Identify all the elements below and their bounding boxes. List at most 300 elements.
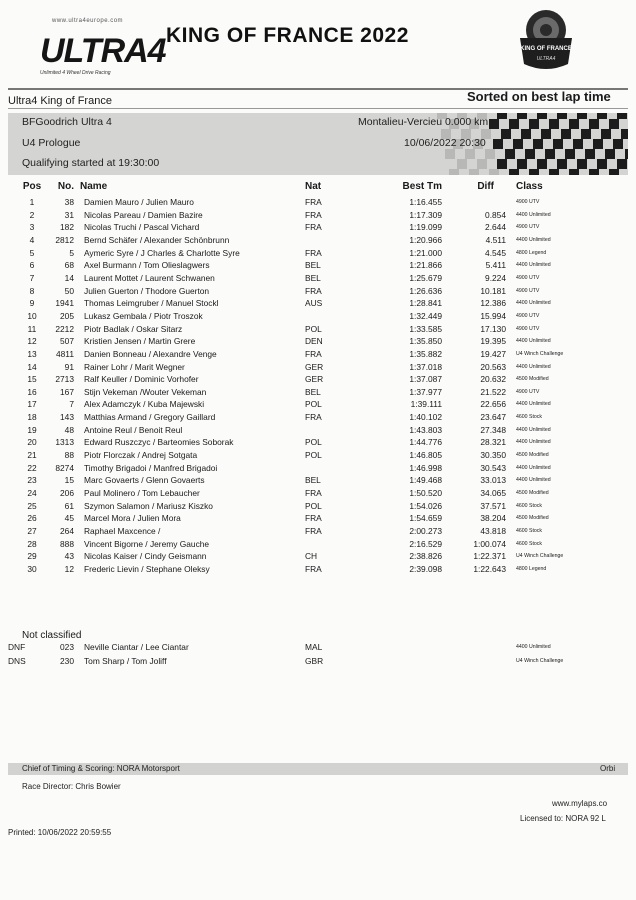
result-number: 50 [64, 285, 74, 296]
result-name: Bernd Schäfer / Alexander Schönbrunn [84, 234, 230, 245]
checker-square [497, 113, 507, 119]
col-best: Best Tm [402, 181, 442, 192]
table-row [0, 488, 636, 500]
checker-square [529, 169, 539, 175]
checker-square [501, 129, 511, 139]
result-pos: 24 [27, 487, 37, 498]
result-nat: GER [305, 374, 324, 385]
result-class: 4400 Unlimited [516, 363, 551, 370]
table-row [0, 260, 636, 272]
result-number: 7 [69, 399, 74, 410]
session-name: U4 Prologue [22, 137, 81, 149]
table-row [0, 463, 636, 475]
result-class: 4900 UTV [516, 325, 540, 332]
checker-square [601, 129, 611, 139]
result-pos: 7 [29, 272, 35, 283]
result-diff: 30.350 [480, 450, 506, 460]
result-best-time: 1:19.099 [409, 222, 442, 233]
result-number: 38 [64, 197, 74, 207]
table-row [0, 197, 636, 209]
result-class: 4900 UTV [516, 199, 540, 205]
table-row [0, 437, 636, 449]
checker-square [553, 139, 563, 149]
table-row [0, 273, 636, 285]
result-class: 4900 UTV [516, 224, 540, 231]
checker-square [565, 149, 575, 159]
checker-square [605, 149, 615, 159]
result-number: 5 [69, 247, 74, 258]
checker-square [457, 159, 467, 169]
result-pos: 4 [29, 234, 35, 245]
checker-square [569, 119, 579, 129]
result-name: Nicolas Truchi / Pascal Vichard [84, 222, 200, 233]
result-best-time: 1:40.102 [409, 412, 442, 423]
table-row [0, 475, 636, 487]
table-row [0, 374, 636, 386]
race-director: Race Director: Chris Bowier [22, 782, 121, 791]
result-name: Kristien Jensen / Martin Grere [84, 336, 196, 347]
result-name: Raphael Maxcence / [84, 525, 161, 536]
result-best-time: 1:33.585 [409, 323, 442, 334]
checker-square [489, 169, 499, 175]
result-diff: 19.395 [480, 336, 506, 347]
result-pos: 18 [27, 412, 37, 423]
result-number: 2713 [55, 374, 74, 385]
orbit-label: Orbi [600, 764, 616, 773]
table-row [0, 235, 636, 247]
result-name: Rainer Lohr / Marit Wegner [84, 361, 185, 372]
badge-title: KING OF FRANCE [520, 46, 572, 52]
result-class: 4900 UTV [516, 388, 540, 395]
result-diff: 1:00.074 [473, 538, 506, 549]
result-diff: 9.224 [485, 272, 506, 283]
result-name: Marcel Mora / Julien Mora [84, 513, 181, 524]
result-name: Nicolas Pareau / Damien Bazire [84, 209, 203, 220]
result-pos: 12 [27, 336, 37, 347]
result-name: Alex Adamczyk / Kuba Majewski [84, 399, 205, 410]
result-number: 43 [64, 551, 74, 562]
checker-square [581, 129, 591, 139]
result-name: Matthias Armand / Gregory Gaillard [84, 412, 216, 423]
result-class: 4900 UTV [516, 274, 540, 281]
result-number: 888 [60, 538, 74, 549]
timing-chief: Chief of Timing & Scoring: NORA Motorsport [22, 764, 180, 773]
result-nat: FRA [305, 563, 322, 574]
col-diff: Diff [477, 181, 494, 192]
result-name: Piotr Badlak / Oskar Sitarz [84, 323, 183, 334]
result-nat: DEN [305, 336, 323, 347]
result-nat: BEL [305, 260, 321, 271]
result-number: 14 [64, 272, 74, 283]
result-diff: 34.065 [480, 487, 506, 498]
result-class: 4400 Unlimited [516, 338, 551, 345]
result-diff: 38.204 [480, 513, 506, 524]
result-diff: 27.348 [480, 424, 506, 435]
result-best-time: 2:16.529 [409, 538, 442, 549]
result-name: Laurent Mottet / Laurent Schwanen [84, 272, 215, 283]
result-class: 4400 Unlimited [516, 426, 551, 433]
result-number: 1313 [55, 437, 74, 448]
checker-square [469, 169, 479, 175]
result-pos: 1 [29, 197, 35, 207]
result-best-time: 2:00.273 [409, 525, 442, 536]
table-row [0, 539, 636, 551]
result-number: 8274 [55, 462, 74, 473]
checker-square [597, 113, 607, 119]
checker-square [513, 139, 523, 149]
result-name: Antoine Reul / Benoit Reul [84, 424, 183, 435]
result-pos: 29 [27, 551, 37, 562]
nc-number: 023 [60, 642, 74, 652]
result-number: 88 [64, 450, 74, 460]
result-nat: FRA [305, 513, 322, 524]
table-row [0, 210, 636, 222]
result-pos: 30 [27, 563, 37, 574]
checker-square [533, 139, 543, 149]
table-row [0, 222, 636, 234]
result-diff: 4.545 [485, 247, 506, 258]
result-class: 4600 Stock [516, 527, 542, 534]
result-number: 12 [64, 563, 74, 574]
result-class: U4 Winch Challenge [516, 350, 564, 357]
result-number: 2812 [55, 234, 74, 245]
result-number: 48 [64, 424, 74, 435]
result-best-time: 1:16.455 [409, 197, 442, 207]
table-row [0, 362, 636, 374]
result-name: Axel Burmann / Tom Olieslagwers [84, 260, 210, 271]
nc-number: 230 [60, 656, 74, 666]
result-pos: 13 [27, 348, 37, 359]
result-best-time: 1:43.803 [409, 424, 442, 435]
result-best-time: 1:32.449 [409, 310, 442, 321]
result-best-time: 1:17.309 [409, 209, 442, 220]
result-diff: 15.994 [480, 310, 506, 321]
col-nat: Nat [305, 181, 322, 192]
track-location: Montalieu-Vercieu 0.000 km [358, 116, 489, 128]
result-diff: 30.543 [480, 462, 506, 473]
result-number: 15 [64, 475, 74, 486]
result-class: 4500 Modified [516, 376, 549, 383]
result-best-time: 1:21.000 [409, 247, 442, 258]
result-name: Nicolas Kaiser / Cindy Geismann [84, 551, 207, 562]
result-name: Ralf Keuller / Dominic Vorhofer [84, 374, 199, 385]
result-best-time: 1:54.026 [409, 500, 442, 511]
table-row [0, 642, 636, 654]
table-row [0, 399, 636, 411]
result-best-time: 1:46.805 [409, 450, 442, 460]
result-best-time: 1:20.966 [409, 234, 442, 245]
result-number: 31 [64, 209, 74, 220]
checker-square [509, 169, 519, 175]
checker-square [573, 139, 583, 149]
result-pos: 22 [27, 462, 37, 473]
checker-square [577, 113, 587, 119]
checker-square [525, 149, 535, 159]
table-row [0, 248, 636, 260]
result-class: 4400 Unlimited [516, 300, 551, 307]
result-diff: 20.632 [480, 374, 506, 385]
result-number: 68 [64, 260, 74, 271]
nc-class: 4400 Unlimited [516, 644, 551, 650]
checker-square [593, 139, 603, 149]
result-pos: 6 [29, 260, 35, 271]
result-best-time: 1:46.998 [409, 462, 442, 473]
result-best-time: 1:49.468 [409, 475, 442, 486]
result-class: 4800 Legend [516, 565, 547, 572]
table-row [0, 324, 636, 336]
result-nat: FRA [305, 412, 322, 423]
checker-square [537, 159, 547, 169]
result-class: 4400 Unlimited [516, 211, 551, 218]
nc-name: Neville Ciantar / Lee Ciantar [84, 642, 189, 652]
result-best-time: 1:54.659 [409, 513, 442, 524]
result-pos: 17 [27, 399, 37, 410]
result-number: 2212 [55, 323, 74, 334]
result-pos: 5 [29, 247, 35, 258]
checker-square [509, 119, 519, 129]
result-name: Stijn Vekeman /Wouter Vekeman [84, 386, 207, 397]
result-class: 4900 UTV [516, 312, 540, 319]
result-class: 4600 Stock [516, 414, 542, 421]
result-diff: 0.854 [485, 209, 506, 220]
king-of-france-badge [506, 8, 586, 72]
result-name: Danien Bonneau / Alexandre Venge [84, 348, 217, 359]
result-class: 4400 Unlimited [516, 236, 551, 243]
checker-square [589, 119, 599, 129]
result-name: Julien Guerton / Thodore Guerton [84, 285, 210, 296]
result-pos: 3 [29, 222, 35, 233]
result-diff: 20.563 [480, 361, 506, 372]
result-pos: 9 [29, 298, 35, 309]
table-row [0, 564, 636, 576]
printed-timestamp: Printed: 10/06/2022 20:59:55 [8, 828, 112, 837]
result-number: 507 [60, 336, 74, 347]
result-nat: POL [305, 323, 322, 334]
result-pos: 15 [27, 374, 37, 385]
result-nat: FRA [305, 487, 322, 498]
result-nat: GER [305, 361, 324, 372]
table-row [0, 336, 636, 348]
result-pos: 8 [29, 285, 35, 296]
table-row [0, 425, 636, 437]
checker-square [617, 113, 627, 119]
result-pos: 21 [27, 450, 37, 460]
result-best-time: 1:35.850 [409, 336, 442, 347]
checker-square [557, 113, 567, 119]
result-number: 91 [64, 361, 74, 372]
checker-square [609, 119, 619, 129]
result-best-time: 2:39.098 [409, 563, 442, 574]
result-nat: FRA [305, 222, 322, 233]
nc-class: U4 Winch Challenge [516, 658, 564, 664]
checker-square [589, 169, 599, 175]
result-nat: CH [305, 551, 318, 562]
result-diff: 10.181 [480, 285, 506, 296]
result-nat: FRA [305, 525, 322, 536]
logo-url: www.ultra4europe.com [52, 18, 124, 24]
result-diff: 21.522 [480, 386, 506, 397]
result-diff: 28.321 [480, 437, 506, 448]
result-nat: POL [305, 450, 322, 460]
checker-square [585, 149, 595, 159]
result-class: 4400 Unlimited [516, 464, 551, 471]
not-classified-title: Not classified [22, 630, 82, 641]
result-diff: 23.647 [480, 412, 506, 423]
result-diff: 19.427 [480, 348, 506, 359]
result-name: Thomas Leimgruber / Manuel Stockl [84, 298, 219, 309]
result-pos: 16 [27, 386, 37, 397]
result-name: Frederic Lievin / Stephane Oleksy [84, 563, 210, 574]
result-class: 4400 Unlimited [516, 401, 551, 408]
results-header [0, 181, 636, 195]
checker-square [529, 119, 539, 129]
result-pos: 25 [27, 500, 37, 511]
ultra4-logo [38, 18, 166, 76]
result-nat: POL [305, 500, 322, 511]
col-name: Name [80, 181, 108, 192]
result-name: Paul Molinero / Tom Lebaucher [84, 487, 200, 498]
result-best-time: 1:25.679 [409, 272, 442, 283]
result-nat: POL [305, 399, 322, 410]
result-nat: AUS [305, 298, 323, 309]
result-number: 205 [60, 310, 74, 321]
checker-square [445, 149, 455, 159]
checker-square [537, 113, 547, 119]
checker-square [613, 139, 623, 149]
nc-name: Tom Sharp / Tom Joliff [84, 656, 167, 666]
checker-square [505, 149, 515, 159]
result-diff: 33.013 [480, 475, 506, 486]
logo-tagline: Unlimited 4 Wheel Drive Racing [40, 70, 111, 76]
divider [8, 108, 628, 109]
result-nat: FRA [305, 209, 322, 220]
result-name: Marc Govaerts / Glenn Govaerts [84, 475, 205, 486]
badge-sub: ULTRA4 [536, 56, 556, 62]
checker-square [617, 159, 627, 169]
result-diff: 2.644 [485, 222, 506, 233]
result-class: 4400 Unlimited [516, 477, 551, 484]
checker-square [549, 119, 559, 129]
result-pos: 20 [27, 437, 37, 448]
result-pos: 10 [27, 310, 37, 321]
result-nat: BEL [305, 272, 321, 283]
checker-square [577, 159, 587, 169]
result-pos: 26 [27, 513, 37, 524]
nc-nat: MAL [305, 642, 323, 652]
table-row [0, 501, 636, 513]
result-diff: 43.818 [480, 525, 506, 536]
result-nat: BEL [305, 386, 321, 397]
result-pos: 27 [27, 525, 37, 536]
result-number: 264 [60, 525, 74, 536]
checker-square [625, 149, 628, 159]
result-class: 4800 Legend [516, 249, 547, 256]
result-name: Szymon Salamon / Mariusz Kiszko [84, 500, 213, 511]
col-no: No. [57, 181, 74, 192]
result-nat: FRA [305, 247, 322, 258]
checker-square [521, 129, 531, 139]
result-pos: 28 [27, 538, 37, 549]
event-title: KING OF FRANCE 2022 [166, 24, 409, 47]
result-name: Aymeric Syre / J Charles & Charlotte Syre [84, 247, 240, 258]
checker-square [545, 149, 555, 159]
result-class: 4500 Modified [516, 489, 549, 496]
result-class: 4500 Modified [516, 452, 549, 458]
checker-square [517, 159, 527, 169]
nc-nat: GBR [305, 656, 324, 666]
result-best-time: 2:38.826 [409, 551, 442, 562]
result-nat: FRA [305, 348, 322, 359]
result-class: 4600 Stock [516, 540, 542, 547]
result-diff: 1:22.371 [473, 551, 506, 562]
result-number: 4811 [55, 348, 74, 359]
result-class: 4900 UTV [516, 287, 540, 294]
checker-square [517, 113, 527, 119]
result-class: 4500 Modified [516, 515, 549, 522]
license-info: Licensed to: NORA 92 L [520, 814, 606, 823]
result-name: Timothy Brigadoi / Manfred Brigadoi [84, 462, 218, 473]
result-nat: FRA [305, 285, 322, 296]
checker-square [561, 129, 571, 139]
result-name: Edward Ruszczyc / Barteomies Soborak [84, 437, 234, 448]
result-best-time: 1:21.866 [409, 260, 442, 271]
table-row [0, 349, 636, 361]
table-row [0, 286, 636, 298]
series-name: BFGoodrich Ultra 4 [22, 116, 112, 128]
table-row [0, 298, 636, 310]
result-number: 143 [60, 412, 74, 423]
sort-label: Sorted on best lap time [467, 89, 611, 104]
result-name: Damien Mauro / Julien Mauro [84, 197, 194, 207]
checker-square [497, 159, 507, 169]
result-diff: 4.511 [485, 234, 506, 245]
checker-square [621, 129, 628, 139]
checker-square [549, 169, 559, 175]
checker-square [557, 159, 567, 169]
checker-square [485, 149, 495, 159]
col-pos: Pos [22, 181, 42, 192]
table-row [0, 526, 636, 538]
result-best-time: 1:28.841 [409, 298, 442, 309]
result-number: 206 [60, 487, 74, 498]
result-nat: FRA [305, 197, 322, 207]
result-diff: 22.656 [480, 399, 506, 410]
nc-status: DNF [8, 642, 26, 652]
result-pos: 14 [27, 361, 37, 372]
result-best-time: 1:37.018 [409, 361, 442, 372]
table-row [0, 311, 636, 323]
table-row [0, 656, 636, 668]
result-name: Vincent Bigorne / Jeremy Gauche [84, 538, 210, 549]
qualifying-start: Qualifying started at 19:30:00 [22, 157, 160, 169]
result-class: U4 Winch Challenge [516, 553, 564, 560]
result-best-time: 1:44.776 [409, 437, 442, 448]
result-number: 1941 [55, 298, 74, 309]
result-pos: 11 [27, 323, 37, 334]
table-row [0, 387, 636, 399]
col-class: Class [516, 181, 543, 192]
checker-square [477, 159, 487, 169]
checker-square [597, 159, 607, 169]
table-row [0, 412, 636, 424]
result-best-time: 1:39.111 [410, 399, 442, 410]
result-name: Lukasz Gembala / Piotr Troszok [84, 310, 203, 321]
result-diff: 5.411 [485, 260, 506, 271]
table-row [0, 450, 636, 462]
result-class: 4600 Stock [516, 502, 542, 509]
checker-square [609, 169, 619, 175]
result-class: 4400 Unlimited [516, 439, 551, 446]
